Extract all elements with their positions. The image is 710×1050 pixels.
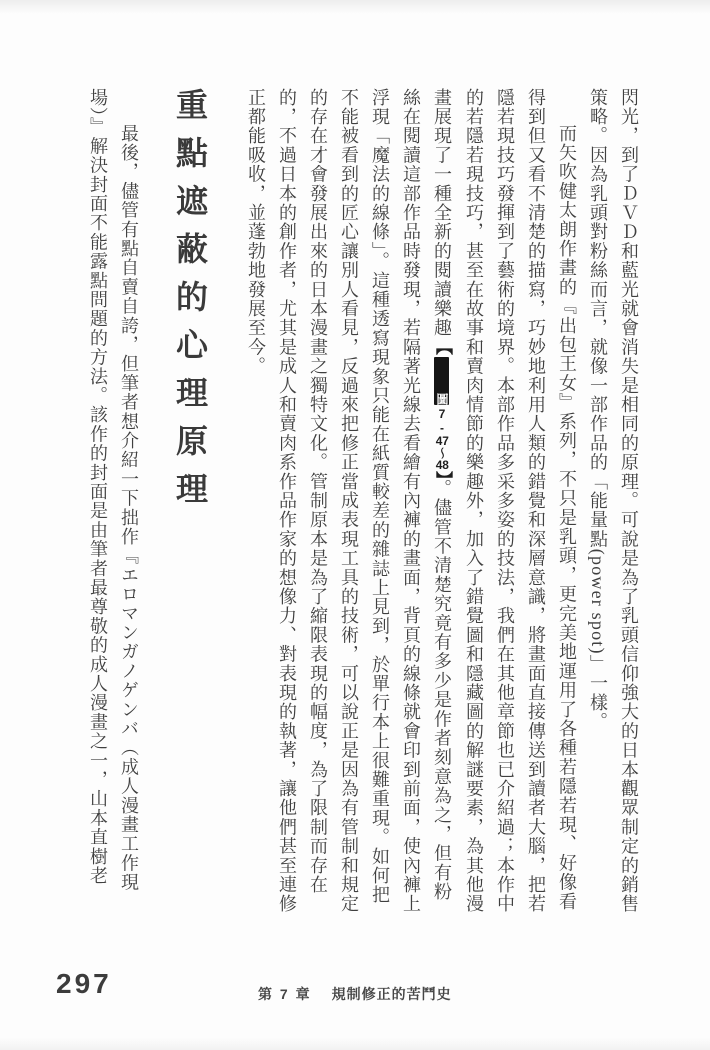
paragraph-eromanga-no-genba: 最後，儘管有點自賣自誇，但筆者想介紹一下拙作『エロマンガノゲンバ（成人漫畫工作現場）』解決封面不能露點問題的方法。該作的封面是由筆者最尊敬的成人漫畫之一，山本直樹老 [88, 88, 139, 892]
page-number: 297 [56, 968, 112, 999]
chapter-label: 第 7 章 [258, 986, 312, 1002]
badge-close-bracket: 】 [433, 470, 452, 480]
paragraph-toloveru-text-2: 。儘管不清楚究竟有多少是作者刻意為之，但有粉絲在閱讀這部作品時發現，若隔著光線去看繪有內褲的畫面，背頁的線條就會印到前面，使內褲上浮現「魔法的線條」。這種透寫現象只能在紙質較差的雜誌上見到，於單行本上很難重現。如何把不能被看到的匠心讓別人看見，反過來把修正當成表現工具的技術，可以說正是因為有管制和規定的存在才會發展出來的日本漫畫之獨特文化。管制原本是為了縮限表現的幅度，為了限制而存在的，不過日本的創作者，尤其是成人和賣肉系作品作家的想像力、對表現的執著，讓他們甚至連修正都能吸收，並蓬勃地發展至今。 [246, 88, 452, 914]
chapter-title: 規制修正的苦鬥史 [331, 986, 452, 1002]
figure-reference-badge [432, 338, 452, 480]
section-heading: 重點遮蔽的心理原理 [172, 88, 208, 520]
paragraph-sales-strategy: 閃光，到了ＤＶＤ和藍光就會消失是相同的原理。可說是為了乳頭信仰強大的日本觀眾制定的銷售策略。因為乳頭對粉絲而言，就像一部作品的「能量點(power spot)」一樣。 [588, 88, 639, 914]
figure-number: 7-47～48 [435, 406, 449, 471]
paragraph-toloveru-text-1: 而矢吹健太朗作畫的『出包王女』系列，不只是乳頭，更完美地運用了各種若隱若現、好像看得到但又看不清楚的描寫，巧妙地利用人類的錯覺和深層意識，將畫面直接傳送到讀者大腦，把若隱若現技巧發揮到了藝術的境界。本部作品多采多姿的技法，我們在其他章節也已介紹過；本作中的若隱若現技巧，甚至在故事和賣肉情節的樂趣外，加入了錯覺圖和隱藏圖的解謎要素，為其他漫畫展現了一種全新的閱讀樂趣 [432, 88, 577, 914]
chapter-footer [258, 984, 452, 1004]
page-text [82, 88, 644, 916]
figure-icon: 圖 [434, 357, 449, 405]
badge-open-bracket: 【 [433, 337, 452, 355]
paragraph-toloveru [240, 88, 582, 916]
